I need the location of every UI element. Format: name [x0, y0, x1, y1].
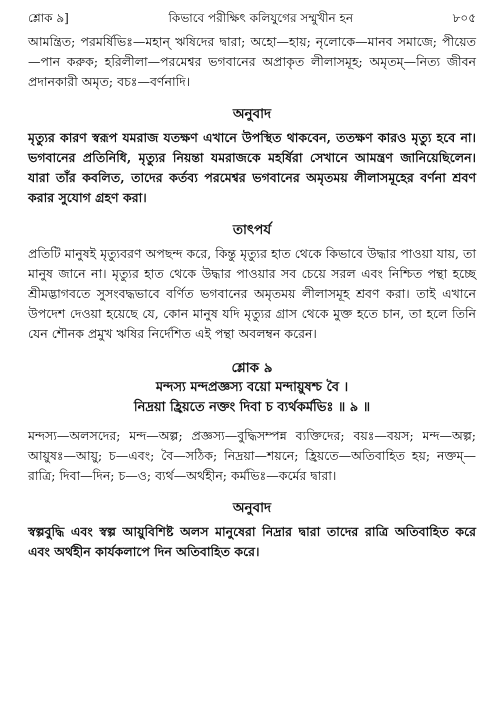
- translation-heading-2: অনুবাদ: [232, 500, 272, 516]
- book-page: [28, 10, 476, 562]
- purport-heading: তাৎপর্য: [232, 222, 272, 238]
- synonyms-text: মন্দস্য—অলসদের; মন্দ—অল্প; প্রজ্ঞস্য—বুদ্ধিসম্পন্ন ব্যক্তিদের; বয়ঃ—বয়স; মন্দ—অল্প; আয়ুষঃ—আয়ু; চ—এবং; বৈ—সঠিক; নিদ্রয়া—শয়নে; হ্রিয়তে—অতিবাহিত হয়; নক্তম্—রাত্রি; দিবা—দিন; চ—ও; ব্যর্থ—অর্থহীন; কর্মভিঃ—কর্মের দ্বারা।: [28, 428, 476, 483]
- translation-text-2: স্বল্পবুদ্ধি এবং স্বল্প আয়ুবিশিষ্ট অলস মানুষেরা নিদ্রার দ্বারা তাদের রাত্রি অতিবাহিত করে এবং অর্থহীন কার্যকলাপে দিন অতিবাহিত করে।: [28, 524, 476, 559]
- translation-heading: অনুবাদ: [232, 106, 272, 122]
- verse-line-1: মন্দস্য মন্দপ্রজ্ঞস্য বয়ো মন্দায়ুষশ্চ বৈ ।: [155, 380, 349, 395]
- translation-text: মৃত্যুর কারণ স্বরূপ যমরাজ যতক্ষণ এখানে উপস্থিত থাকবেন, ততক্ষণ কারও মৃত্যু হবে না। ভগবানের প্রতিনিধি, মৃত্যুর নিয়ন্তা যমরাজকে মহর্ষিরা সেখানে আমন্ত্রণ জানিয়েছিলেন। যারা তাঁর কবলিত, তাদের কর্তব্য পরমেশ্বর ভগবানের অমৃতময় লীলাসমূহের বর্ণনা শ্রবণ করার সুযোগ গ্রহণ করা।: [28, 130, 476, 205]
- running-header: [28, 10, 476, 26]
- synonyms-continued: আমন্ত্রিত; পরমর্ষিভিঃ—মহান্ ঋষিদের দ্বারা; অহো—হায়; নৃলোকে—মানব সমাজে; পীয়েত—পান করুক; হরিলীলা—পরমেশ্বর ভগবানের অপ্রাকৃত লীলাসমূহ; অমৃতম্—নিত্য জীবন প্রদানকারী অমৃত; বচঃ—বর্ণনাদি।: [28, 34, 476, 89]
- purport-text: প্রতিটি মানুষই মৃত্যুবরণ অপছন্দ করে, কিন্তু মৃত্যুর হাত থেকে কিভাবে উদ্ধার পাওয়া যায়, তা মানুষ জানে না। মৃত্যুর হাত থেকে উদ্ধার পাওয়ার সব চেয়ে সরল এবং নিশ্চিত পন্থা হচ্ছে শ্রীমদ্ভাগবতে সুসংবদ্ধভাবে বর্ণিত ভগবানের অমৃতময় লীলাসমূহ শ্রবণ করা। তাই এখানে উপদেশ দেওয়া হয়েছে যে, কোন মানুষ যদি মৃত্যুর গ্রাস থেকে মুক্ত হতে চান, তা হলে তিনি যেন শৌনক প্রমুখ ঋষির নির্দেশিত এই পন্থা অবলম্বন করেন।: [28, 246, 476, 341]
- verse-heading: শ্লোক ৯: [231, 360, 273, 376]
- header-page-number: ৮০৫: [452, 11, 476, 25]
- verse-line-2: নিদ্রয়া হ্রিয়তে নক্তং দিবা চ ব্যর্থকর্মভিঃ ॥ ৯ ॥: [133, 400, 371, 415]
- header-verse-number: শ্লোক ৯]: [28, 11, 69, 25]
- header-chapter-title: কিভাবে পরীক্ষিৎ কলিযুগের সম্মুখীন হন: [168, 11, 353, 25]
